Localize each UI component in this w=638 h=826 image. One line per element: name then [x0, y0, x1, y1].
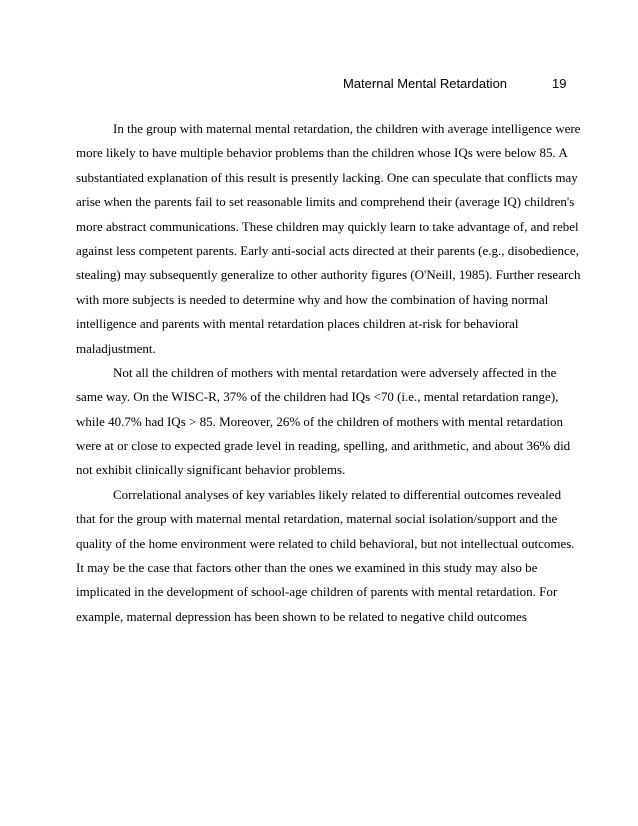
paragraph-1-line-2: more likely to have multiple behavior problems than the children whose IQs were below 85. A: [76, 145, 568, 161]
body-text: [76, 117, 581, 629]
paragraph-1-line-7: stealing) may subsequently generalize to other authority figures (O'Neill, 1985). Further research: [76, 267, 581, 283]
paragraph-3-line-4: It may be the case that factors other than the ones we examined in this study may also be: [76, 560, 538, 576]
paragraph-2-line-4: were at or close to expected grade level in reading, spelling, and arithmetic, and about 36% did: [76, 438, 571, 454]
page-number: 19: [552, 76, 567, 91]
paragraph-2-line-1: Not all the children of mothers with mental retardation were adversely affected in the: [113, 364, 557, 380]
running-head: [0, 76, 638, 96]
paragraph-2-line-2: same way. On the WISC-R, 37% of the children had IQs <70 (i.e., mental retardation range),: [76, 389, 559, 405]
paragraph-1-line-10: maladjustment.: [76, 340, 156, 356]
paragraph-2-line-5: not exhibit clinically significant behavior problems.: [76, 462, 346, 478]
paragraph-3-line-5: implicated in the development of school-age children of parents with mental retardation. For: [76, 584, 558, 600]
paragraph-1-line-5: more abstract communications. These children may quickly learn to take advantage of, and rebel: [76, 218, 579, 234]
running-title: Maternal Mental Retardation: [343, 76, 508, 91]
paragraph-1-line-3: substantiated explanation of this result is presently lacking. One can speculate that conflicts may: [76, 169, 578, 185]
paragraph-3-line-1: Correlational analyses of key variables likely related to differential outcomes revealed: [113, 486, 562, 502]
paragraph-1-line-6: against less competent parents. Early anti-social acts directed at their parents (e.g., disobedience,: [76, 242, 579, 258]
paragraph-1-line-8: with more subjects is needed to determine why and how the combination of having normal: [76, 291, 549, 307]
paragraph-1-line-1: In the group with maternal mental retardation, the children with average intelligence were: [113, 121, 581, 136]
paragraph-3-line-3: quality of the home environment were related to child behavioral, but not intellectual outcomes.: [76, 535, 575, 551]
paragraph-2-line-3: while 40.7% had IQs > 85. Moreover, 26% of the children of mothers with mental retardation: [76, 413, 563, 429]
paragraph-1-line-9: intelligence and parents with mental retardation places children at-risk for behavioral: [76, 316, 519, 332]
paragraph-3-line-6: example, maternal depression has been shown to be related to negative child outcomes: [76, 608, 527, 624]
paragraph-3-line-2: that for the group with maternal mental retardation, maternal social isolation/support and the: [76, 511, 558, 527]
paragraph-1-line-4: arise when the parents fail to set reasonable limits and comprehend their (average IQ) children's: [76, 194, 575, 210]
